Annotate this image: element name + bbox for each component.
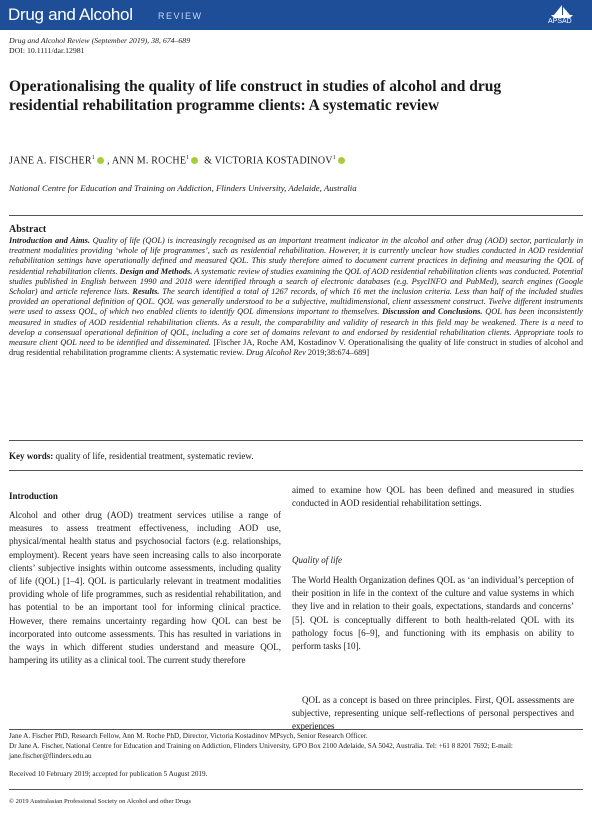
author-name: ANN M. ROCHE <box>111 155 187 167</box>
footnote-correspondence: Dr Jane A. Fischer, National Centre for Education and Training on Addiction, Flinders University, GPO Box 2100 Adelaide, SA 5042, Australia. Tel: +61 8 8201 7692; E-mail: jane.fischer@flinders.edu.au <box>9 742 513 760</box>
abstract-intro-label: Introduction and Aims. <box>9 236 90 245</box>
affiliation-mark: 1 <box>91 155 95 161</box>
orcid-icon[interactable] <box>191 157 198 164</box>
and-separator: & <box>204 155 213 167</box>
qol-paragraph-2: QOL as a concept is based on three principles. First, QOL assessments are subjective, representing unique self-reflections of personal perspectives and experiences <box>292 695 574 732</box>
apsad-logo <box>545 4 579 28</box>
abstract-results-text: The search identified a total of 1267 records, of which 16 met the inclusion criteria. Less than half of the included studies provided an operational definition of QOL. QOL was generally understood to be a subjective, multidimensional, client assessment construct. Twelve different instruments were used to assess QOL, of which two enabled clients to identify QOL dimensions important to themselves. <box>9 287 584 317</box>
author-list: JANE A. FISCHER$^1$ , ANN M. ROCHE$^1$ & VICTORIA KOSTADINOV$^1$ <box>9 155 348 166</box>
citation-end: 2019;38:674–689] <box>305 348 370 358</box>
abstract-discussion-label: Discussion and Conclusions. <box>382 307 483 317</box>
divider <box>9 729 583 730</box>
ship-icon <box>545 4 579 18</box>
citation-line: Drug and Alcohol Review (September 2019), 38, 674–689 <box>9 36 191 45</box>
citation-journal: Drug Alcohol Rev <box>246 348 306 358</box>
divider <box>9 440 583 441</box>
journal-review-label: REVIEW <box>158 11 203 21</box>
author-name: JANE A. FISCHER <box>9 155 92 167</box>
intro-paragraph: Alcohol and other drug (AOD) treatment services utilise a range of measures to assess treatment effectiveness, including AOD use, physical/mental health status and psychosocial factors (e.g. relationships, employment). Recent years have seen increasing calls to also incorporate clients’ subjective insights within outcome assessments, including quality of life (QOL) [1–4]. QOL is particularly relevant in treatment modalities providing whole of life programmes, such as residential rehabilitation, and has potential to be an important tool for informing clinical practice. However, there remains uncertainty regarding how QOL can best be incorporated into outcome assessments. This has resulted in variations in the ways in which different studies understand and measure QOL, hampering its utility as a clinical tool. The current study therefore <box>9 510 281 666</box>
right-column-continued: aimed to examine how QOL has been defined and measured in studies conducted in AOD residential rehabilitation settings. <box>292 485 574 509</box>
abstract-body <box>9 236 583 358</box>
author-name: VICTORIA KOSTADINOV <box>214 155 333 167</box>
doi: DOI: 10.1111/dar.12981 <box>9 46 85 55</box>
qol-paragraph-1: The World Health Organization defines QOL as ‘an individual’s perception of their position in life in the context of the culture and value systems in which they live and in relation to their goals, expectations, standards and concerns’ [5]. QOL is conceptually different to both health-related QOL with its pathology focus [6–9], and functioning with its emphasis on ability to perform tasks [10]. <box>292 575 574 652</box>
publisher-name: APSAD <box>548 18 572 25</box>
affiliation-mark: 1 <box>332 155 336 161</box>
orcid-icon[interactable] <box>338 157 345 164</box>
citation-text: [Fischer JA, Roche AM, Kostadinov V. Operationalising the quality of life construct in studies of alcohol and drug residential rehabilitation programme clients: A systematic review. <box>9 338 583 358</box>
footnote-authors: Jane A. Fischer PhD, Research Fellow, Ann M. Roche PhD, Director, Victoria Kostadinov MPsych, Senior Research Officer. <box>9 732 368 740</box>
abstract-discussion-text: QOL has been inconsistently measured in studies of AOD residential rehabilitation clients. As a result, the comparability and validity of research in this field may be weakened. There is a need to develop a consensual operational definition of QOL, including a core set of domains relevant to and endorsed by residential rehabilitation clients. Appropriate tools to measure client QOL need to be identified and disseminated. <box>9 307 583 348</box>
copyright: © 2019 Australasian Professional Society on Alcohol and other Drugs <box>9 798 192 805</box>
divider <box>9 470 583 471</box>
divider <box>9 215 583 216</box>
received-dates: Received 10 February 2019; accepted for publication 5 August 2019. <box>9 770 208 778</box>
abstract-intro-text: Quality of life (QOL) is increasingly recognised as an important treatment indicator in the alcohol and other drug (AOD) sector, particularly in treatment modalities providing ‘whole of life programmes’, such as residential rehabilitation. However, it is currently unclear how studies conducted in AOD residential rehabilitation settings have operationally defined and measured QOL. This study therefore aimed to document current practices in defining and measuring the QOL of residential rehabilitation clients. <box>9 236 583 276</box>
section-heading-quality-of-life: Quality of life <box>292 555 342 565</box>
section-heading-introduction: Introduction <box>9 491 58 501</box>
divider <box>9 789 583 790</box>
keywords-label: Key words: <box>9 451 54 461</box>
journal-banner <box>0 0 592 30</box>
orcid-icon[interactable] <box>97 157 104 164</box>
journal-name: Drug and Alcohol <box>8 5 133 24</box>
article-title: Operationalising the quality of life construct in studies of alcohol and drug residential rehabilitation programme clients: A systematic review <box>9 78 502 114</box>
keywords <box>9 451 254 461</box>
abstract-design-label: Design and Methods. <box>119 266 193 276</box>
affiliation-mark: 1 <box>186 155 190 161</box>
abstract-results-label: Results. <box>132 287 160 297</box>
abstract-heading: Abstract <box>9 224 47 235</box>
affiliation: National Centre for Education and Training on Addiction, Flinders University, Adelaide, Australia <box>9 183 357 193</box>
keywords-text: quality of life, residential treatment, systematic review. <box>53 451 254 461</box>
abstract-design-text: A systematic review of studies examining the QOL of AOD residential rehabilitation clients was conducted. Potential studies published in English between 1990 and 2018 were identified through a search of electronic databases (e.g. PsycINFO and PubMed), search engines (Google Scholar) and article reference lists. <box>9 266 583 297</box>
